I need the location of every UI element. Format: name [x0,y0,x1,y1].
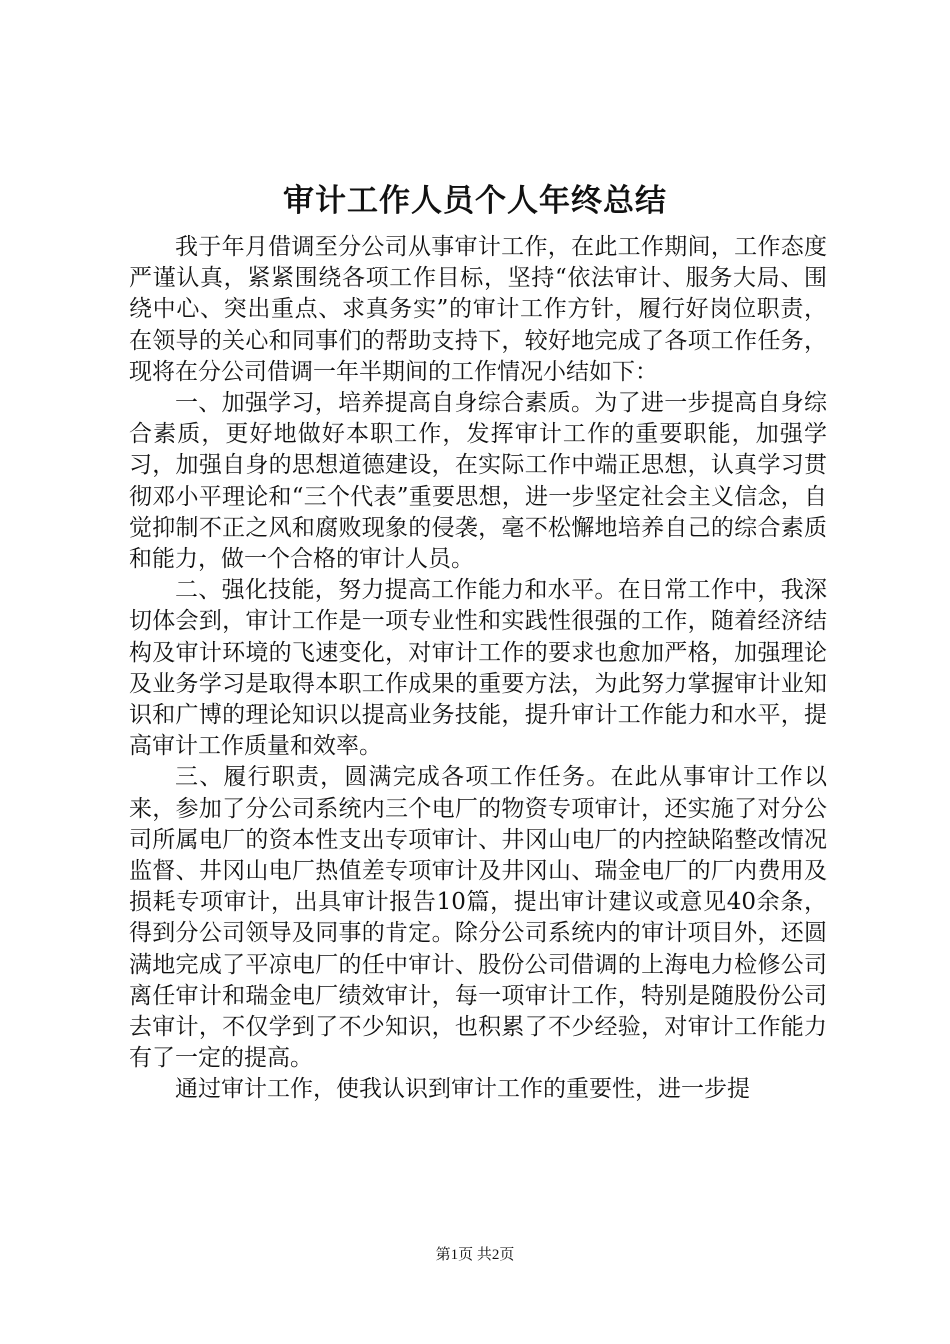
paragraph-intro: 我于年月借调至分公司从事审计工作，在此工作期间，工作态度严谨认真，紧紧围绕各项工作目标，坚持“依法审计、服务大局、围绕中心、突出重点、求真务实”的审计工作方针，履行好岗位职责，在领导的关心和同事们的帮助支持下，较好地完成了各项工作任务，现将在分公司借调一年半期间的工作情况小结如下： [129,234,827,385]
paragraph-continuation: 通过审计工作，使我认识到审计工作的重要性，进一步提 [175,1076,750,1103]
document-title: 审计工作人员个人年终总结 [283,183,667,219]
paragraph-section-1: 一、加强学习，培养提高自身综合素质。为了进一步提高自身综合素质，更好地做好本职工作，发挥审计工作的重要职能，加强学习，加强自身的思想道德建设，在实际工作中端正思想，认真学习贯彻邓小平理论和“三个代表”重要思想，进一步坚定社会主义信念，自觉抑制不正之风和腐败现象的侵袭，毫不松懈地培养自己的综合素质和能力，做一个合格的审计人员。 [129,390,827,573]
page-number-footer: 第1页 共2页 [435,1247,515,1263]
document-body [129,232,827,1106]
paragraph-section-2: 二、强化技能，努力提高工作能力和水平。在日常工作中，我深切体会到，审计工作是一项专业性和实践性很强的工作，随着经济结构及审计环境的飞速变化，对审计工作的要求也愈加严格，加强理论及业务学习是取得本职工作成果的重要方法，为此努力掌握审计业知识和广博的理论知识以提高业务技能，提升审计工作能力和水平，提高审计工作质量和效率。 [129,577,827,760]
paragraph-section-3: 三、履行职责，圆满完成各项工作任务。在此从事审计工作以来，参加了分公司系统内三个电厂的物资专项审计，还实施了对分公司所属电厂的资本性支出专项审计、井冈山电厂的内控缺陷整改情况监督、井冈山电厂热值差专项审计及井冈山、瑞金电厂的厂内费用及损耗专项审计，出具审计报告10篇，提出审计建议或意见40余条，得到分公司领导及同事的肯定。除分公司系统内的审计项目外，还圆满地完成了平凉电厂的任中审计、股份公司借调的上海电力检修公司离任审计和瑞金电厂绩效审计，每一项审计工作，特别是随股份公司去审计，不仅学到了不少知识，也积累了不少经验，对审计工作能力有了一定的提高。 [129,764,827,1072]
